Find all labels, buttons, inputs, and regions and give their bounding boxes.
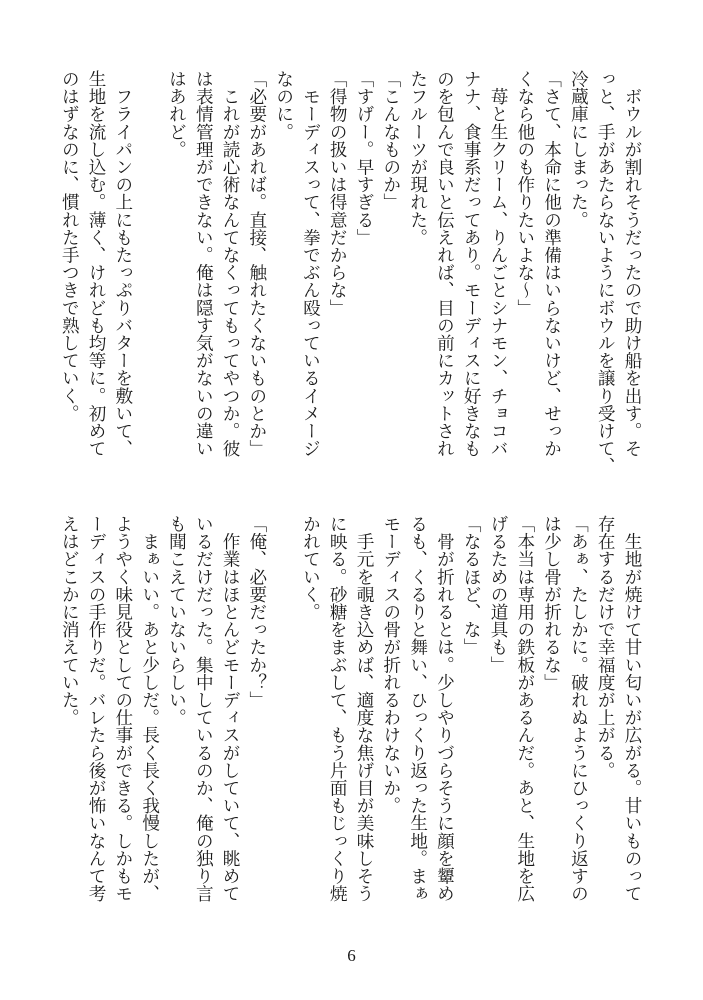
text-column: これが読心術なんてなくってもってやつか。彼 — [220, 70, 241, 458]
text-column: 「本当は専用の鉄板があるんだ。あと、生地を広 — [514, 515, 535, 903]
text-column: ナナ、食事系だってあり。モーディスに好きなも — [461, 70, 482, 458]
text-column: のを包んで良いと伝えれば、目の前にカットされ — [434, 70, 455, 458]
text-column: 苺と生クリーム、りんごとシナモン、チョコバ — [488, 70, 509, 458]
text-block-bottom — [55, 515, 645, 915]
text-column: 存在するだけで幸福度が上がる。 — [595, 515, 616, 779]
text-column: 「あぁ、たしかに。破れぬようにひっくり返すの — [568, 515, 589, 903]
text-column: 「俺、必要だったか？」 — [246, 515, 267, 709]
text-column: えはどこかに消えていた。 — [59, 515, 80, 727]
text-column: たフルーツが現れた。 — [407, 70, 428, 246]
text-column: げるための道具も」 — [488, 515, 509, 674]
text-column: は表情管理ができない。俺は隠す気がないの違い — [193, 70, 214, 458]
text-column: ボウルが割れそうだったので助け船を出す。そ — [622, 70, 642, 458]
text-column: 骨が折れるとは。少しやりづらそうに顔を顰め — [434, 515, 455, 903]
text-column: なのに。 — [273, 70, 294, 141]
text-column: ようやく味見役としての仕事ができる。しかもモ — [112, 515, 133, 903]
text-column: 冷蔵庫にしまった。 — [568, 70, 589, 229]
text-column: いるだけだった。集中しているのか、俺の独り言 — [193, 515, 214, 903]
text-column: ーディスの手作りだ。バレたら後が怖いなんて考 — [86, 515, 107, 903]
text-column — [136, 70, 163, 470]
text-column: 作業はほとんどモーディスがしていて、眺めて — [220, 515, 241, 903]
text-column: はあれど。 — [166, 70, 187, 158]
text-column: かれていく。 — [300, 515, 321, 621]
text-column: に映る。砂糖をまぶして、もう片面もじっくり焼 — [327, 515, 348, 903]
text-column: 生地を流し込む。薄く、けれども均等に。初めて — [86, 70, 107, 458]
text-column: モーディスの骨が折れるわけないか。 — [380, 515, 401, 815]
text-column: 手元を覗き込めば、適度な焦げ目が美味しそう — [354, 515, 375, 903]
page-number: 6 — [347, 946, 356, 965]
text-column: るも、くるりと舞い、ひっくり返った生地。まぁ — [407, 515, 428, 903]
text-column — [270, 515, 297, 915]
text-column: っと、手があたらないようにボウルを譲り受けて、 — [595, 70, 616, 475]
text-column: 「必要があれば。直接、触れたくないものとか」 — [246, 70, 267, 458]
text-column: 「得物の扱いは得意だからな」 — [327, 70, 348, 317]
text-column: 生地が焼けて甘い匂いが広がる。甘いものって — [622, 515, 642, 903]
text-column: フライパンの上にもたっぷりバターを敷いて、 — [112, 70, 133, 458]
text-column: 「すげー。早すぎる」 — [354, 70, 375, 246]
text-column: 「さて、本命に他の準備はいらないけど、せっか — [541, 70, 562, 458]
text-column: 「なるほど、な」 — [461, 515, 482, 656]
text-column: 「こんなものか」 — [380, 70, 401, 211]
text-column: モーディスって、拳でぶん殴っているイメージ — [300, 70, 321, 458]
text-column: は少し骨が折れるな」 — [541, 515, 562, 691]
text-column: まぁいい。あと少しだ。長く長く我慢したが、 — [139, 515, 160, 903]
text-column: も聞こえていないらしい。 — [166, 515, 187, 727]
text-block-top — [55, 70, 645, 475]
text-column: くなら他のも作りたいよな～」 — [514, 70, 535, 317]
text-column: のはずなのに、慣れた手つきで熟していく。 — [59, 70, 80, 422]
